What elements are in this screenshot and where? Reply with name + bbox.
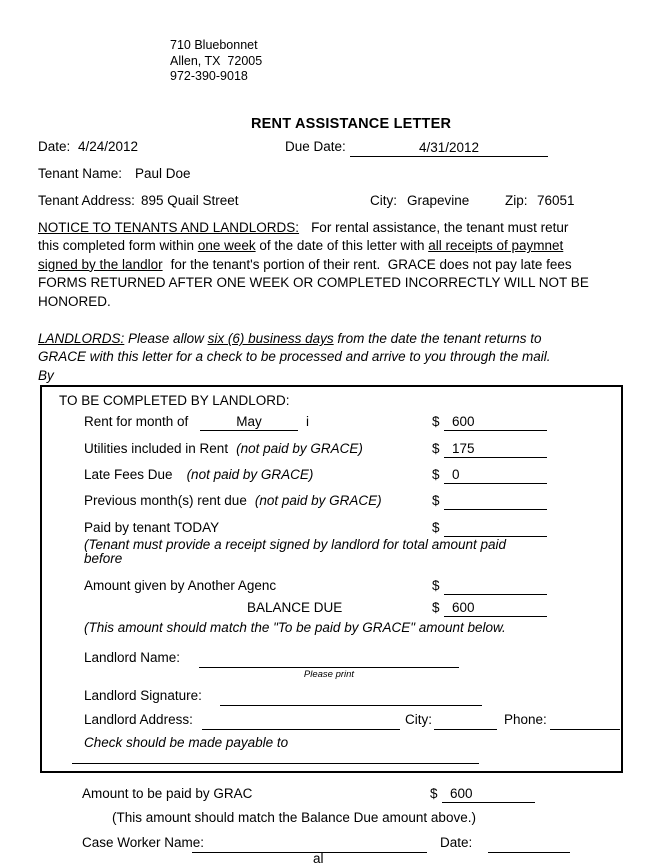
balance-match-note: (This amount should match the "To be paid by GRACE" amount below. — [84, 620, 506, 635]
balance-due-dollar-sign: $ — [432, 600, 440, 615]
notice-underlined-signed: signed by the landlor — [38, 256, 163, 272]
previous-rent-label: Previous month(s) rent due — [84, 493, 247, 508]
late-fees-dollar-sign: $ — [432, 467, 440, 482]
payable-to-field[interactable] — [72, 747, 479, 764]
notice-underlined-receipts: all receipts of paymnet — [428, 238, 564, 254]
grace-dollar-sign: $ — [430, 786, 438, 801]
landlord-box — [40, 385, 623, 773]
notice-line2-text-b: of the date of this letter with — [255, 238, 429, 254]
landlords-line1-text-a: Please allow — [124, 331, 208, 346]
grace-amount-field[interactable]: 600 — [442, 786, 535, 803]
payable-note: Check should be made payable to — [84, 735, 289, 750]
tenant-name-value: Paul Doe — [135, 166, 191, 181]
utilities-dollar-sign: $ — [432, 441, 440, 456]
landlords-line1-text-b: from the date the tenant returns to — [333, 331, 542, 346]
notice-line1-text: For rental assistance, the tenant must retur — [311, 220, 569, 235]
case-worker-field[interactable] — [192, 836, 427, 853]
late-fees-label: Late Fees Due — [84, 467, 173, 482]
landlords-heading: LANDLORDS: — [38, 331, 125, 346]
late-fees-amount-field[interactable]: 0 — [444, 467, 547, 484]
receipt-note-line2: before — [84, 551, 123, 566]
notice-line2-text-a: this completed form within — [38, 238, 198, 254]
due-date-label: Due Date: — [285, 139, 346, 154]
rent-month-label: Rent for month of — [84, 414, 189, 429]
zip-value: 76051 — [537, 193, 575, 208]
balance-due-amount-field[interactable]: 600 — [444, 600, 547, 617]
tenant-address-label: Tenant Address: — [38, 193, 135, 208]
notice-heading: NOTICE TO TENANTS AND LANDLORDS: — [38, 220, 300, 235]
utilities-row — [84, 441, 363, 456]
rent-dollar-sign: $ — [432, 414, 440, 429]
utilities-amount-field[interactable]: 175 — [444, 441, 547, 458]
date-value: 4/24/2012 — [78, 139, 139, 154]
paid-today-label: Paid by tenant TODAY — [84, 520, 220, 535]
late-fees-note: (not paid by GRACE) — [186, 467, 314, 482]
city-value: Grapevine — [407, 193, 470, 208]
landlord-phone-label: Phone: — [504, 712, 547, 727]
page-title: RENT ASSISTANCE LETTER — [251, 116, 452, 132]
notice-line5-text: HONORED. — [38, 293, 111, 309]
grace-amount-label: Amount to be paid by GRAC — [82, 786, 253, 801]
notice-paragraph — [38, 219, 638, 311]
landlords-paragraph — [38, 330, 638, 385]
landlord-box-heading: TO BE COMPLETED BY LANDLORD: — [59, 393, 290, 408]
notice-underlined-one-week: one week — [197, 238, 256, 254]
due-date-field[interactable]: 4/31/2012 — [350, 140, 548, 157]
landlord-phone-field[interactable] — [550, 713, 620, 730]
tenant-name-label: Tenant Name: — [38, 166, 123, 181]
letterhead-phone: 972-390-9018 — [170, 69, 248, 83]
landlord-address-field[interactable] — [202, 713, 400, 730]
landlord-signature-label: Landlord Signature: — [84, 688, 202, 703]
truncated-bottom-text: al — [313, 851, 324, 865]
another-agency-label: Amount given by Another Agenc — [84, 578, 277, 593]
landlords-line2-text: GRACE with this letter for a check to be processed and arrive to you through the mail. — [38, 349, 551, 365]
landlord-city-field[interactable] — [434, 713, 497, 730]
notice-line4-text: FORMS RETURNED AFTER ONE WEEK OR COMPLETED INCORRECTLY WILL NOT BE — [38, 275, 589, 291]
previous-rent-row — [84, 493, 382, 508]
previous-rent-dollar-sign: $ — [432, 493, 440, 508]
landlord-name-field[interactable] — [199, 651, 459, 668]
zip-label: Zip: — [505, 193, 528, 208]
paid-today-dollar-sign: $ — [432, 520, 440, 535]
previous-rent-amount-field[interactable] — [444, 493, 547, 510]
signature-date-field[interactable] — [488, 836, 570, 853]
landlord-city-label: City: — [405, 712, 432, 727]
landlord-signature-field[interactable] — [220, 689, 482, 706]
letterhead — [170, 38, 262, 85]
rent-month-field[interactable]: May — [200, 414, 298, 431]
notice-line3-text: for the tenant's portion of their rent. GRACE does not pay late fees — [170, 256, 572, 272]
landlord-address-label: Landlord Address: — [84, 712, 193, 727]
landlord-name-label: Landlord Name: — [84, 650, 181, 665]
tenant-address-value: 895 Quail Street — [141, 193, 239, 208]
grace-match-note: (This amount should match the Balance Due amount above.) — [112, 810, 476, 825]
letterhead-street: 710 Bluebonnet — [170, 38, 258, 52]
date-label: Date: — [38, 139, 71, 154]
receipt-note-line1: (Tenant must provide a receipt signed by landlord for total amount paid — [84, 537, 507, 552]
paid-today-amount-field[interactable] — [444, 520, 547, 537]
balance-due-label: BALANCE DUE — [247, 600, 343, 615]
another-agency-amount-field[interactable] — [444, 578, 547, 595]
another-agency-dollar-sign: $ — [432, 578, 440, 593]
late-fees-row — [84, 467, 313, 482]
please-print-caption: Please print — [303, 669, 355, 680]
letterhead-city-state-zip: Allen, TX 72005 — [170, 53, 263, 68]
utilities-note: (not paid by GRACE) — [236, 441, 363, 456]
rent-amount-field[interactable]: 600 — [444, 414, 547, 431]
case-worker-label: Case Worker Name: — [82, 835, 205, 850]
utilities-label: Utilities included in Rent — [84, 441, 229, 456]
landlords-underlined-six-days: six (6) business days — [207, 331, 334, 346]
rent-month-suffix: i — [306, 414, 309, 429]
city-label: City: — [370, 193, 397, 208]
signature-date-label: Date: — [440, 835, 473, 850]
landlords-line3-text: By — [38, 367, 54, 383]
previous-rent-note: (not paid by GRACE) — [254, 493, 382, 508]
